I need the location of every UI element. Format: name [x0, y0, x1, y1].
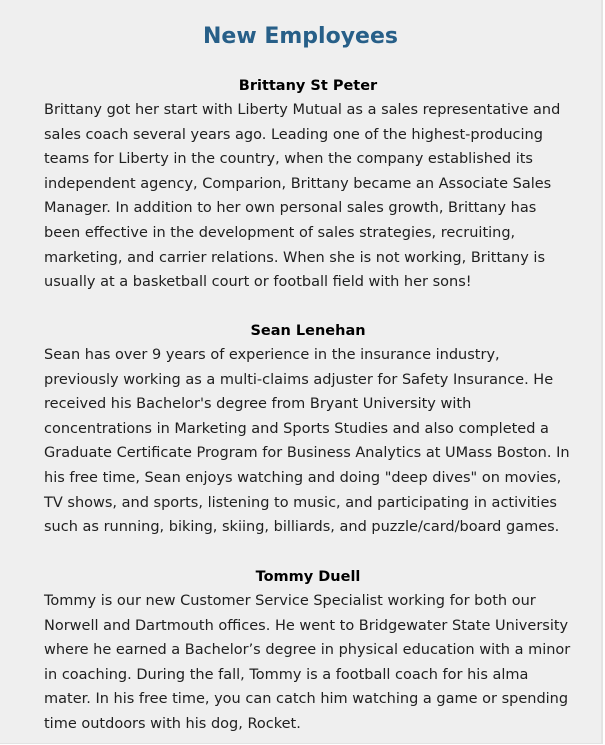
employee-profile-tommy: [44, 565, 572, 737]
employee-name: Sean Lenehan: [250, 323, 366, 339]
employee-bio: Tommy is our new Customer Service Specialist working for both our Norwell and Dartmouth offices. He went to Bridgewater State University where he earned a Bachelor’s degree in physical education with a minor in coaching. During the fall, Tommy is a football coach for his alma mater. In his free time, you can catch him watching a game or spending time outdoors with his dog, Rocket.: [44, 593, 571, 732]
employee-bio: Brittany got her start with Liberty Mutual as a sales representative and sales coach several years ago. Leading one of the highest-producing teams for Liberty in the country, when the company established its independent agency, Comparion, Brittany became an Associate Sales Manager. In addition to her own personal sales growth, Brittany has been effective in the development of sales strategies, recruiting, marketing, and carrier relations. When she is not working, Brittany is usually at a basketball court or football field with her sons!: [44, 102, 561, 291]
employee-bio: Sean has over 9 years of experience in the insurance industry, previously working as a multi-claims adjuster for Safety Insurance. He received his Bachelor's degree from Bryant University with concentrations in Marketing and Sports Studies and also completed a Graduate Certificate Program for Business Analytics at UMass Boston. In his free time, Sean enjoys watching and doing "deep dives" on movies, TV shows, and sports, listening to music, and participating in activities such as running, biking, skiing, billiards, and puzzle/card/board games.: [44, 347, 570, 536]
page-title: New Employees: [203, 24, 398, 49]
employee-name: Tommy Duell: [255, 569, 361, 585]
employee-profile-brittany: [44, 74, 572, 295]
employee-profile-sean: [44, 319, 572, 540]
employee-name: Brittany St Peter: [238, 78, 378, 94]
